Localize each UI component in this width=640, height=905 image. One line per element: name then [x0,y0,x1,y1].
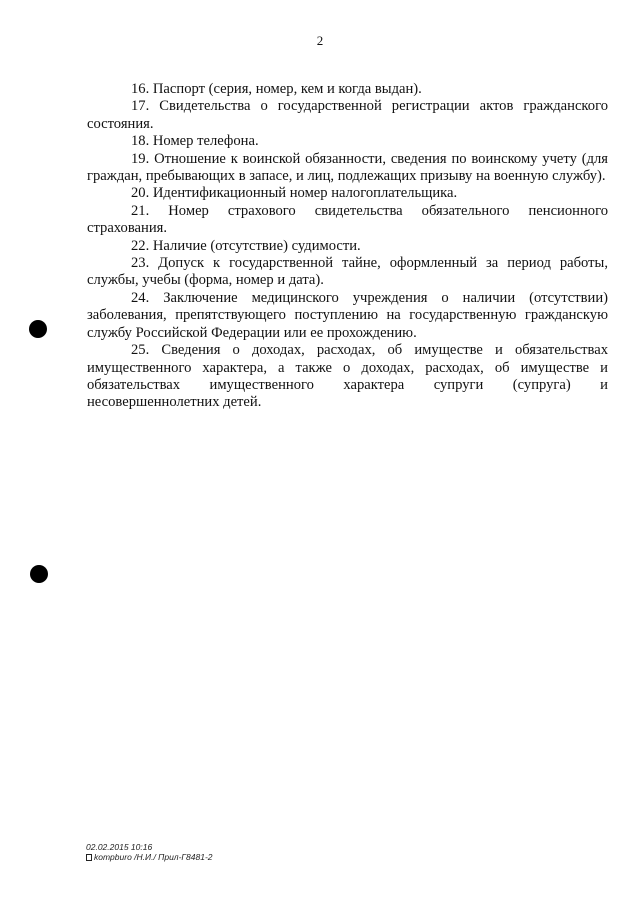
document-icon [86,854,92,861]
list-item-17: 17. Свидетельства о государственной регистрации актов гражданского состояния. [87,98,608,132]
punch-hole-mark [29,320,47,338]
document-body [87,81,608,412]
punch-hole-mark [30,565,48,583]
list-item-20: 20. Идентификационный номер налогоплательщика. [131,185,458,202]
footer-timestamp: 02.02.2015 10:16 [86,842,153,852]
list-item-25: 25. Сведения о доходах, расходах, об имуществе и обязательствах имущественного характера, а также о доходах, расходах, об имуществе и обязательствах имущественного характера супруги (супруга) и несовершеннолетних детей. [87,342,608,411]
footer-reference: kompburo /Н.И./ Прил-Г8481-2 [94,852,213,862]
list-item-19: 19. Отношение к воинской обязанности, сведения по воинскому учету (для граждан, пребывающих в запасе, и лиц, подлежащих призыву на военную службу). [87,150,608,185]
list-item-21: 21. Номер страхового свидетельства обязательного пенсионного страхования. [87,202,608,237]
footer-reference-line [86,852,213,862]
list-item-22: 22. Наличие (отсутствие) судимости. [131,237,361,254]
page-number: 2 [316,33,324,48]
footer-stamp [86,842,213,862]
list-item-18: 18. Номер телефона. [131,133,259,150]
list-item-23: 23. Допуск к государственной тайне, оформленный за период работы, службы, учебы (форма, номер и дата). [87,255,608,289]
list-item-16: 16. Паспорт (серия, номер, кем и когда выдан). [131,81,422,97]
list-item-24: 24. Заключение медицинского учреждения о наличии (отсутствии) заболевания, препятствующего поступлению на государственную гражданскую службу Российской Федерации или ее прохождению. [87,289,608,341]
